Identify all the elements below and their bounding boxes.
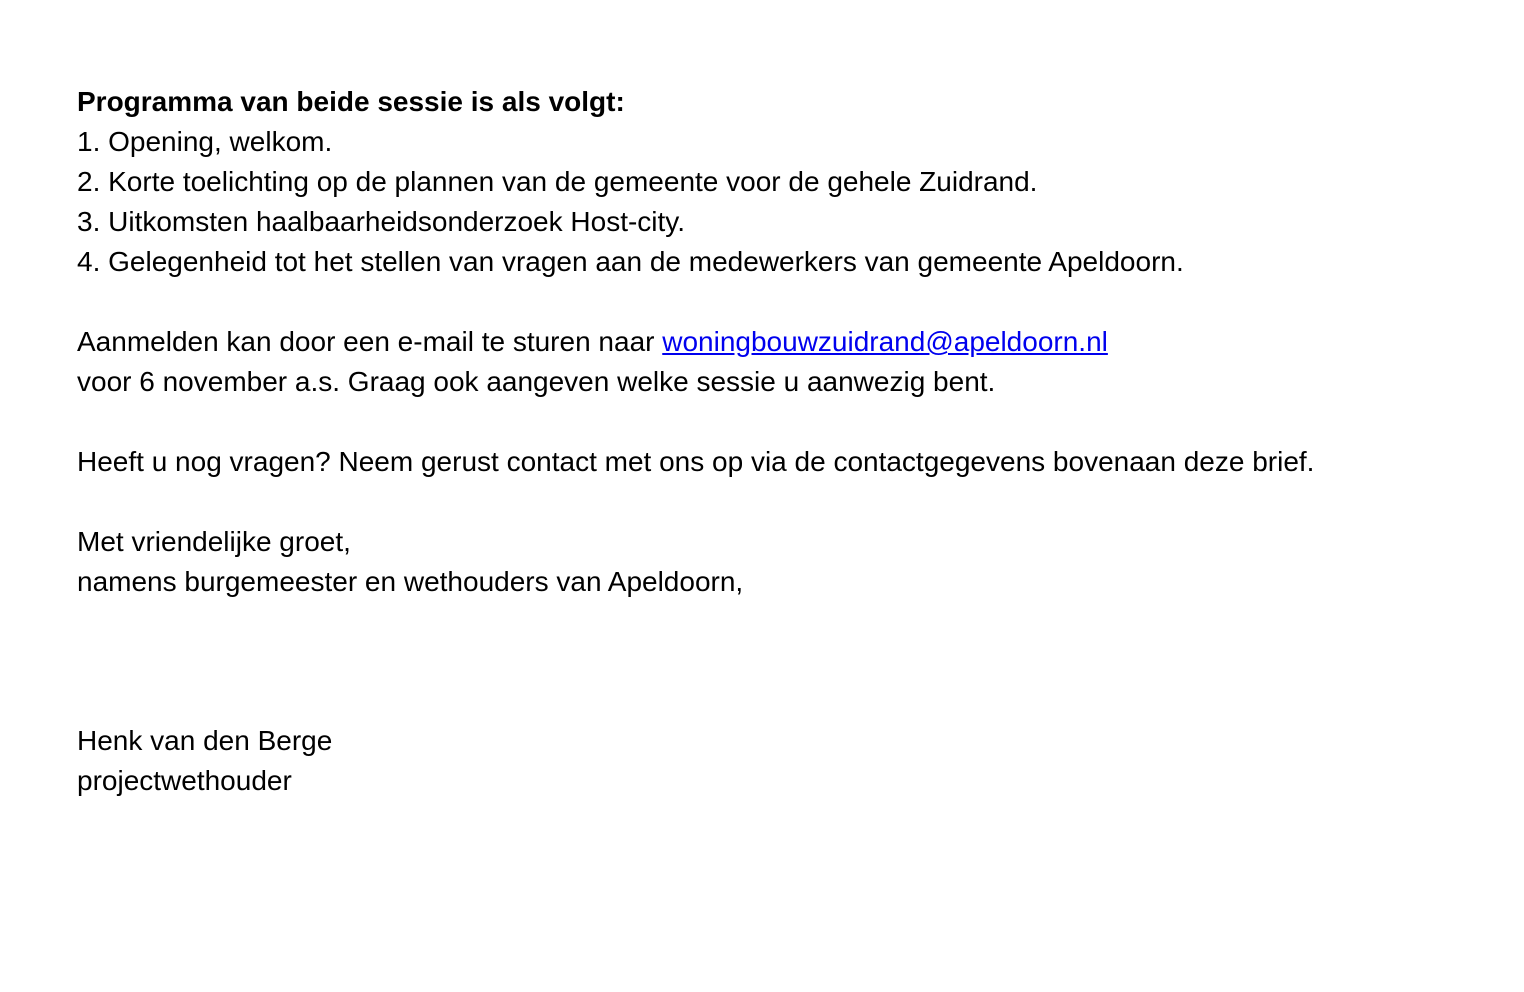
email-link[interactable]: woningbouwzuidrand@apeldoorn.nl — [662, 326, 1108, 357]
registration-deadline: voor 6 november a.s. Graag ook aangeven welke sessie u aanwezig bent. — [77, 366, 996, 397]
closing-greeting: Met vriendelijke groet, — [77, 526, 351, 557]
program-item: 1. Opening, welkom. — [77, 126, 333, 157]
signature-name: Henk van den Berge — [77, 725, 333, 756]
signature-role: projectwethouder — [77, 765, 292, 796]
questions-text: Heeft u nog vragen? Neem gerust contact met ons op via de contactgegevens bovenaan deze brief. — [77, 446, 1315, 477]
spacer — [77, 282, 1497, 322]
registration-text: Aanmelden kan door een e-mail te sturen naar — [77, 326, 663, 357]
spacer — [77, 402, 1497, 442]
program-item: 4. Gelegenheid tot het stellen van vragen aan de medewerkers van gemeente Apeldoorn. — [77, 246, 1184, 277]
program-heading: Programma van beide sessie is als volgt: — [77, 86, 625, 117]
closing-on-behalf: namens burgemeester en wethouders van Apeldoorn, — [77, 566, 744, 597]
letter-body — [77, 82, 1497, 801]
program-item: 2. Korte toelichting op de plannen van de gemeente voor de gehele Zuidrand. — [77, 166, 1038, 197]
registration-line — [77, 322, 1497, 362]
signature-spacer — [77, 602, 1497, 721]
program-item: 3. Uitkomsten haalbaarheidsonderzoek Host-city. — [77, 206, 686, 237]
spacer — [77, 482, 1497, 522]
